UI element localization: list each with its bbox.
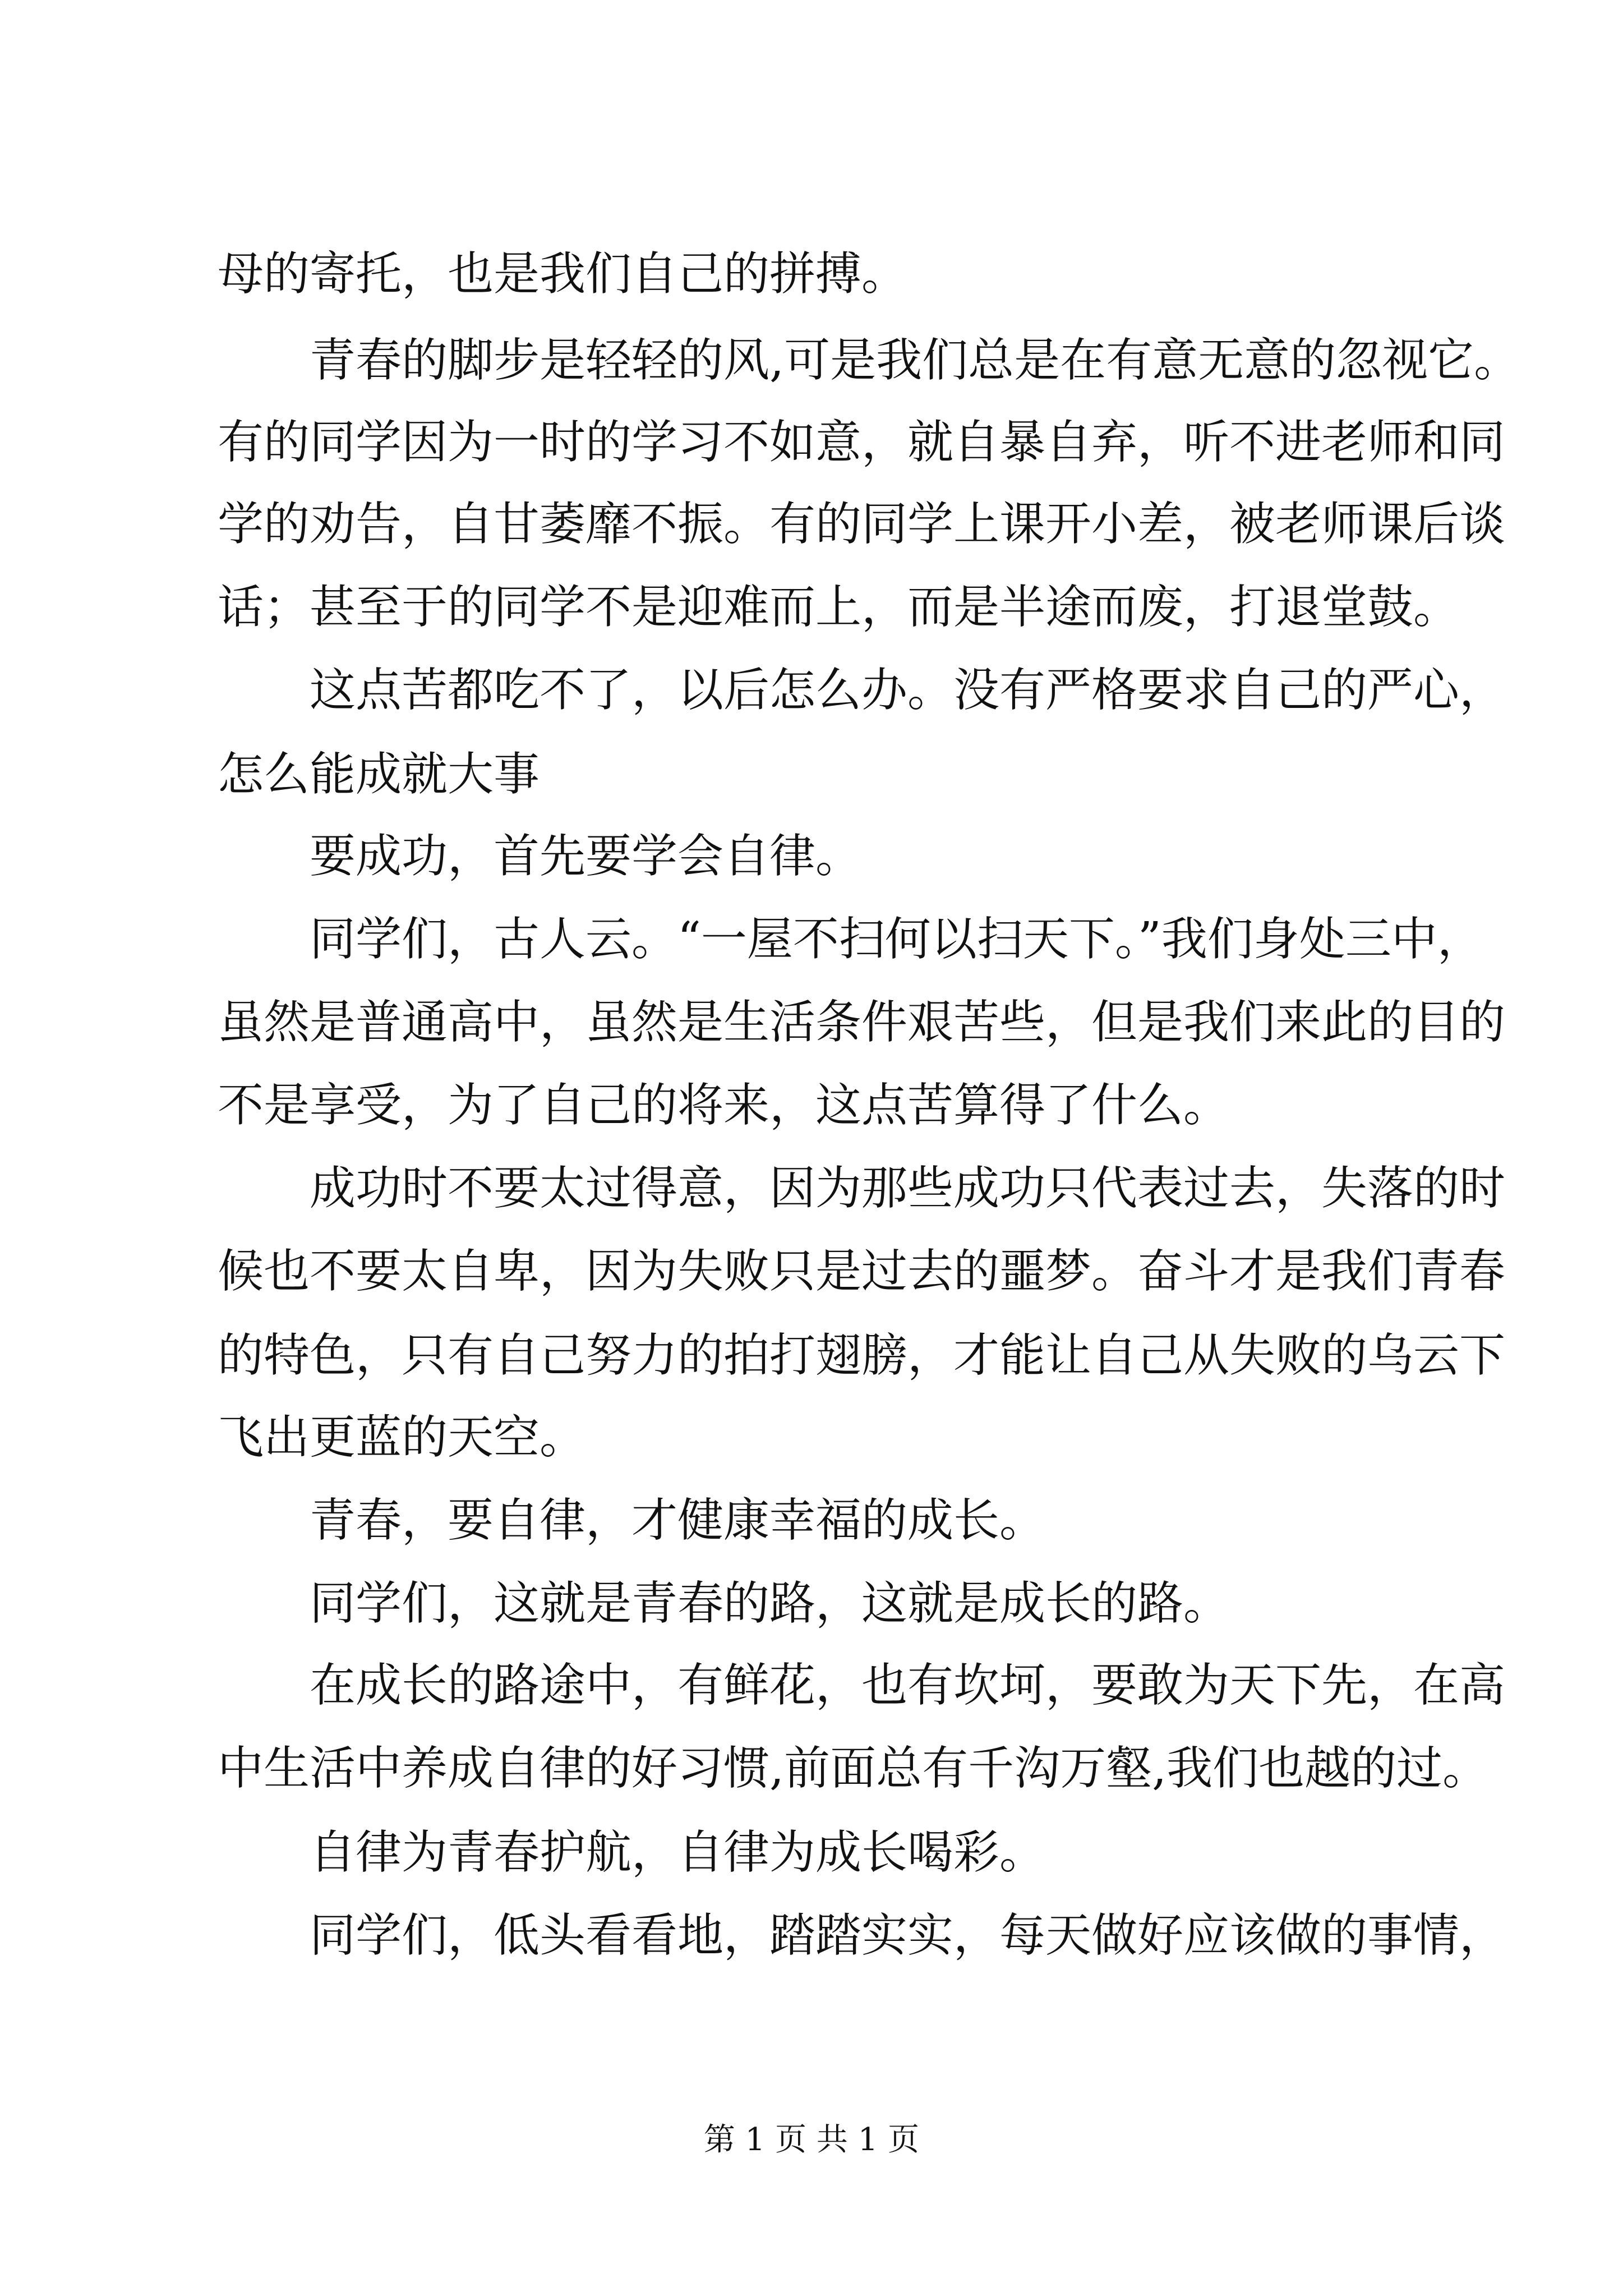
text-line: 中生活中养成自律的好习惯,前面总有千沟万壑,我们也越的过。 [218, 1742, 1489, 1795]
text-line: 自律为青春护航，自律为成长喝彩。 [218, 1826, 1046, 1879]
text-line: 的特色，只有自己努力的拍打翅膀，才能让自己从失败的乌云下 [218, 1329, 1506, 1382]
text-line: 有的同学因为一时的学习不如意，就自暴自弃，听不进老师和同 [218, 416, 1506, 469]
text-line: 要成功，首先要学会自律。 [218, 830, 862, 883]
text-line: 青春，要自律，才健康幸福的成长。 [218, 1494, 1046, 1547]
text-line: 不是享受，为了自己的将来，这点苦算得了什么。 [218, 1079, 1230, 1132]
text-line: 同学们，古人云。“一屋不扫何以扫天下。”我们身处三中， [218, 913, 1483, 966]
text-line: 候也不要太自卑，因为失败只是过去的噩梦。奋斗才是我们青春 [218, 1245, 1506, 1298]
text-line: 这点苦都吃不了，以后怎么办。没有严格要求自己的严心， [218, 664, 1506, 717]
text-line: 母的寄托，也是我们自己的拼搏。 [218, 247, 908, 301]
text-line: 虽然是普通高中，虽然是生活条件艰苦些，但是我们来此的目的 [218, 996, 1506, 1049]
text-line: 飞出更蓝的天空。 [218, 1411, 586, 1464]
text-line: 同学们，这就是青春的路，这就是成长的路。 [218, 1577, 1230, 1630]
text-line: 青春的脚步是轻轻的风,可是我们总是在有意无意的忽视它。 [218, 334, 1520, 387]
text-line: 学的劝告，自甘萎靡不振。有的同学上课开小差，被老师课后谈 [218, 498, 1506, 551]
text-line: 怎么能成就大事 [218, 748, 540, 801]
page-number-footer: 第 1 页 共 1 页 [703, 2122, 920, 2158]
text-line: 成功时不要太过得意，因为那些成功只代表过去，失落的时 [218, 1162, 1506, 1215]
text-line: 话；甚至于的同学不是迎难而上，而是半途而废，打退堂鼓。 [218, 581, 1460, 634]
text-line: 同学们，低头看看地，踏踏实实，每天做好应该做的事情， [218, 1909, 1506, 1962]
text-line: 在成长的路途中，有鲜花，也有坎坷，要敢为天下先，在高 [218, 1659, 1506, 1712]
